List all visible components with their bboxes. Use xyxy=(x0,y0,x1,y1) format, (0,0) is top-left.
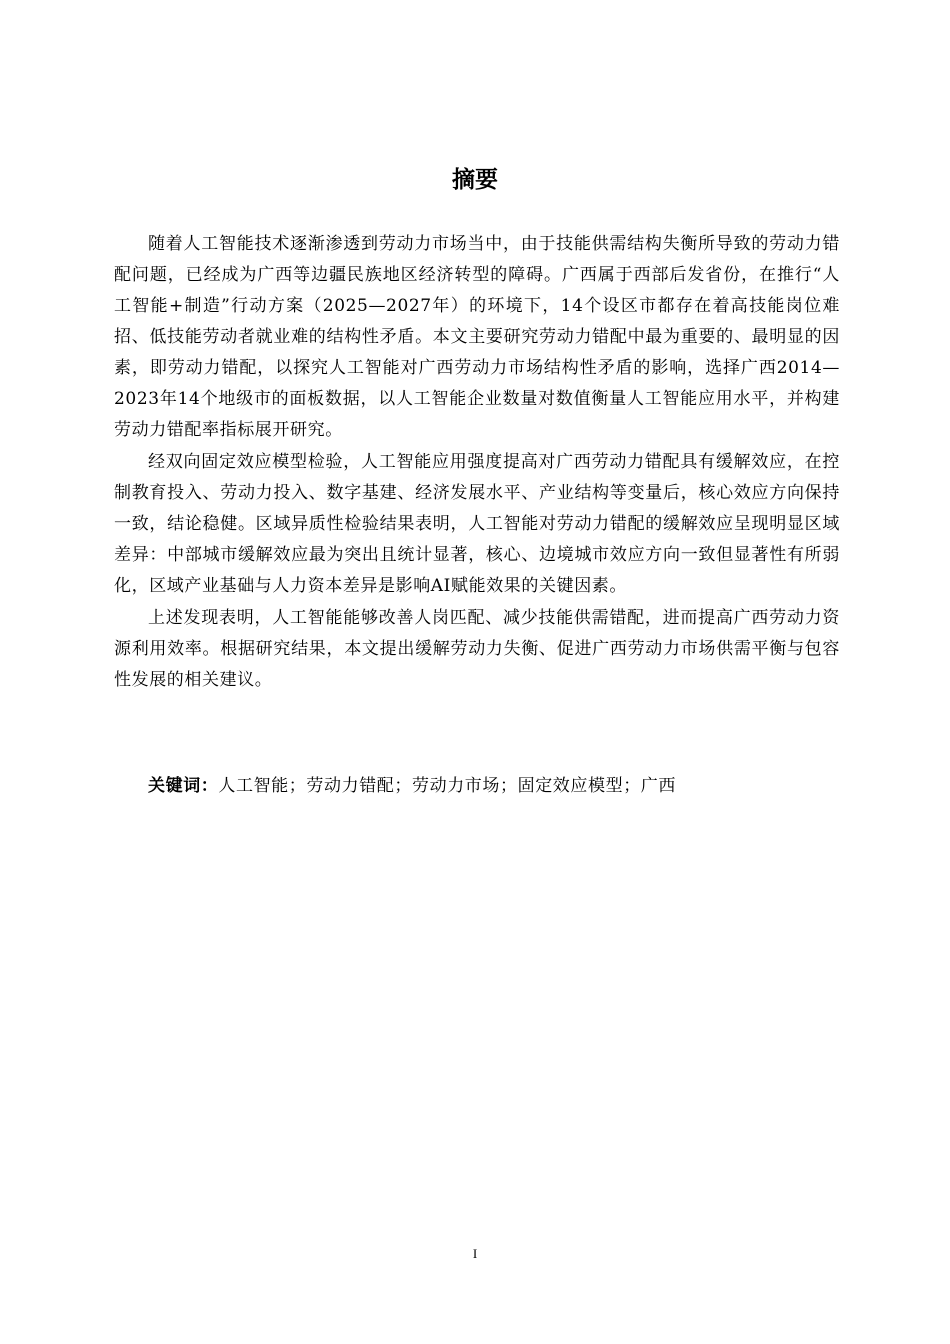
abstract-paragraph-2: 经双向固定效应模型检验，人工智能应用强度提高对广西劳动力错配具有缓解效应，在控制教育投入、劳动力投入、数字基建、经济发展水平、产业结构等变量后，核心效应方向保持一致，结论稳健。区域异质性检验结果表明，人工智能对劳动力错配的缓解效应呈现明显区域差异：中部城市缓解效应最为突出且统计显著，核心、边境城市效应方向一致但显著性有所弱化，区域产业基础与人力资本差异是影响AI赋能效果的关键因素。 xyxy=(114,452,840,596)
page-number: I xyxy=(472,1246,478,1261)
abstract-title: 摘要 xyxy=(452,167,498,193)
keywords-label: 关键词： xyxy=(148,776,219,796)
keywords-line xyxy=(148,771,848,802)
abstract-paragraph-1: 随着人工智能技术逐渐渗透到劳动力市场当中，由于技能供需结构失衡所导致的劳动力错配问题，已经成为广西等边疆民族地区经济转型的障碍。广西属于西部后发省份，在推行“人工智能+制造”行动方案（2025—2027年）的环境下，14个设区市都存在着高技能岗位难招、低技能劳动者就业难的结构性矛盾。本文主要研究劳动力错配中最为重要的、最明显的因素，即劳动力错配，以探究人工智能对广西劳动力市场结构性矛盾的影响，选择广西2014—2023年14个地级市的面板数据，以人工智能企业数量对数值衡量人工智能应用水平，并构建劳动力错配率指标展开研究。 xyxy=(114,234,840,440)
abstract-body xyxy=(114,229,840,697)
keywords-text: 人工智能；劳动力错配；劳动力市场；固定效应模型；广西 xyxy=(218,776,677,796)
abstract-paragraph-3: 上述发现表明，人工智能能够改善人岗匹配、减少技能供需错配，进而提高广西劳动力资源利用效率。根据研究结果，本文提出缓解劳动力失衡、促进广西劳动力市场供需平衡与包容性发展的相关建议。 xyxy=(114,608,840,690)
